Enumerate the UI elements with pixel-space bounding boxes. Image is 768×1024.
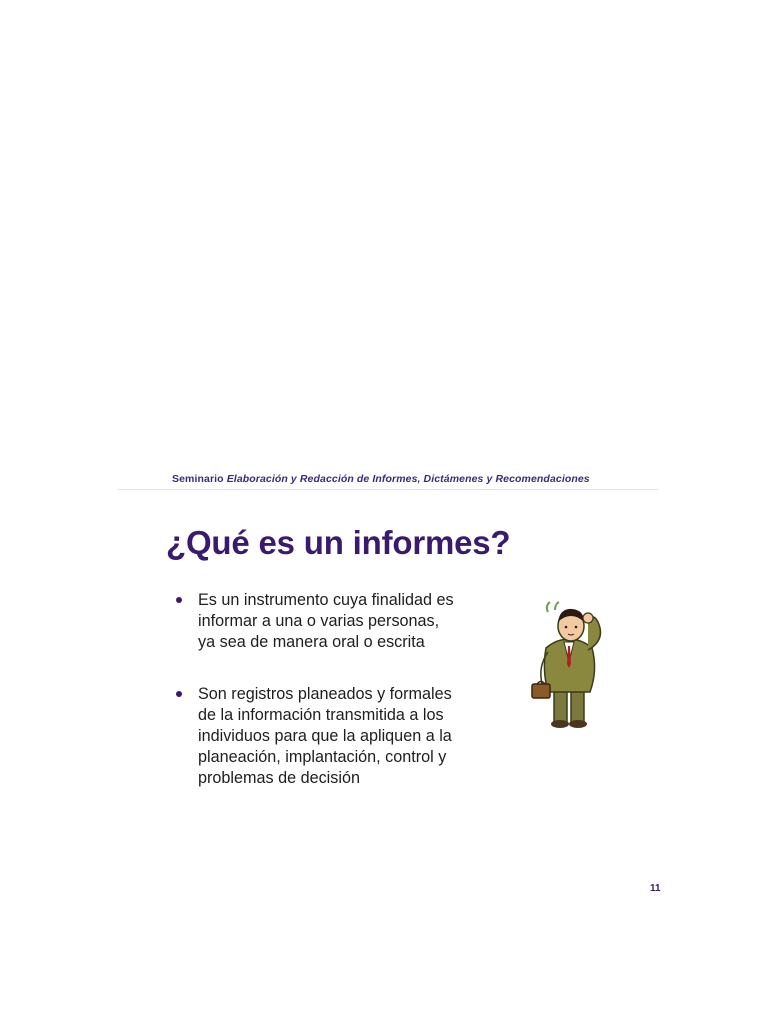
slide-title: ¿Qué es un informes? bbox=[166, 524, 511, 561]
bullet-line: problemas de decisión bbox=[198, 769, 360, 787]
header-subtitle: Elaboración y Redacción de Informes, Dictámenes y Recomendaciones bbox=[226, 473, 590, 485]
bullet-line: Es un instrumento cuya finalidad es bbox=[198, 591, 454, 609]
page-number: 11 bbox=[650, 883, 661, 894]
bullet-dot-icon bbox=[176, 691, 182, 697]
header-divider bbox=[118, 489, 658, 490]
bullet-line: Son registros planeados y formales bbox=[198, 685, 452, 703]
bullet-line: planeación, implantación, control y bbox=[198, 748, 447, 766]
bullet-item bbox=[198, 590, 460, 653]
bullet-line: de la información transmitida a los bbox=[198, 706, 444, 724]
bullet-line: informar a una o varias personas, bbox=[198, 612, 440, 630]
confused-businessman-icon bbox=[528, 600, 610, 730]
bullet-line: ya sea de manera oral o escrita bbox=[198, 633, 425, 651]
bullet-dot-icon bbox=[176, 597, 182, 603]
bullet-line: individuos para que la apliquen a la bbox=[198, 727, 452, 745]
bullet-item bbox=[198, 684, 460, 789]
slide-header bbox=[172, 473, 642, 485]
header-lead: Seminario bbox=[172, 473, 224, 485]
